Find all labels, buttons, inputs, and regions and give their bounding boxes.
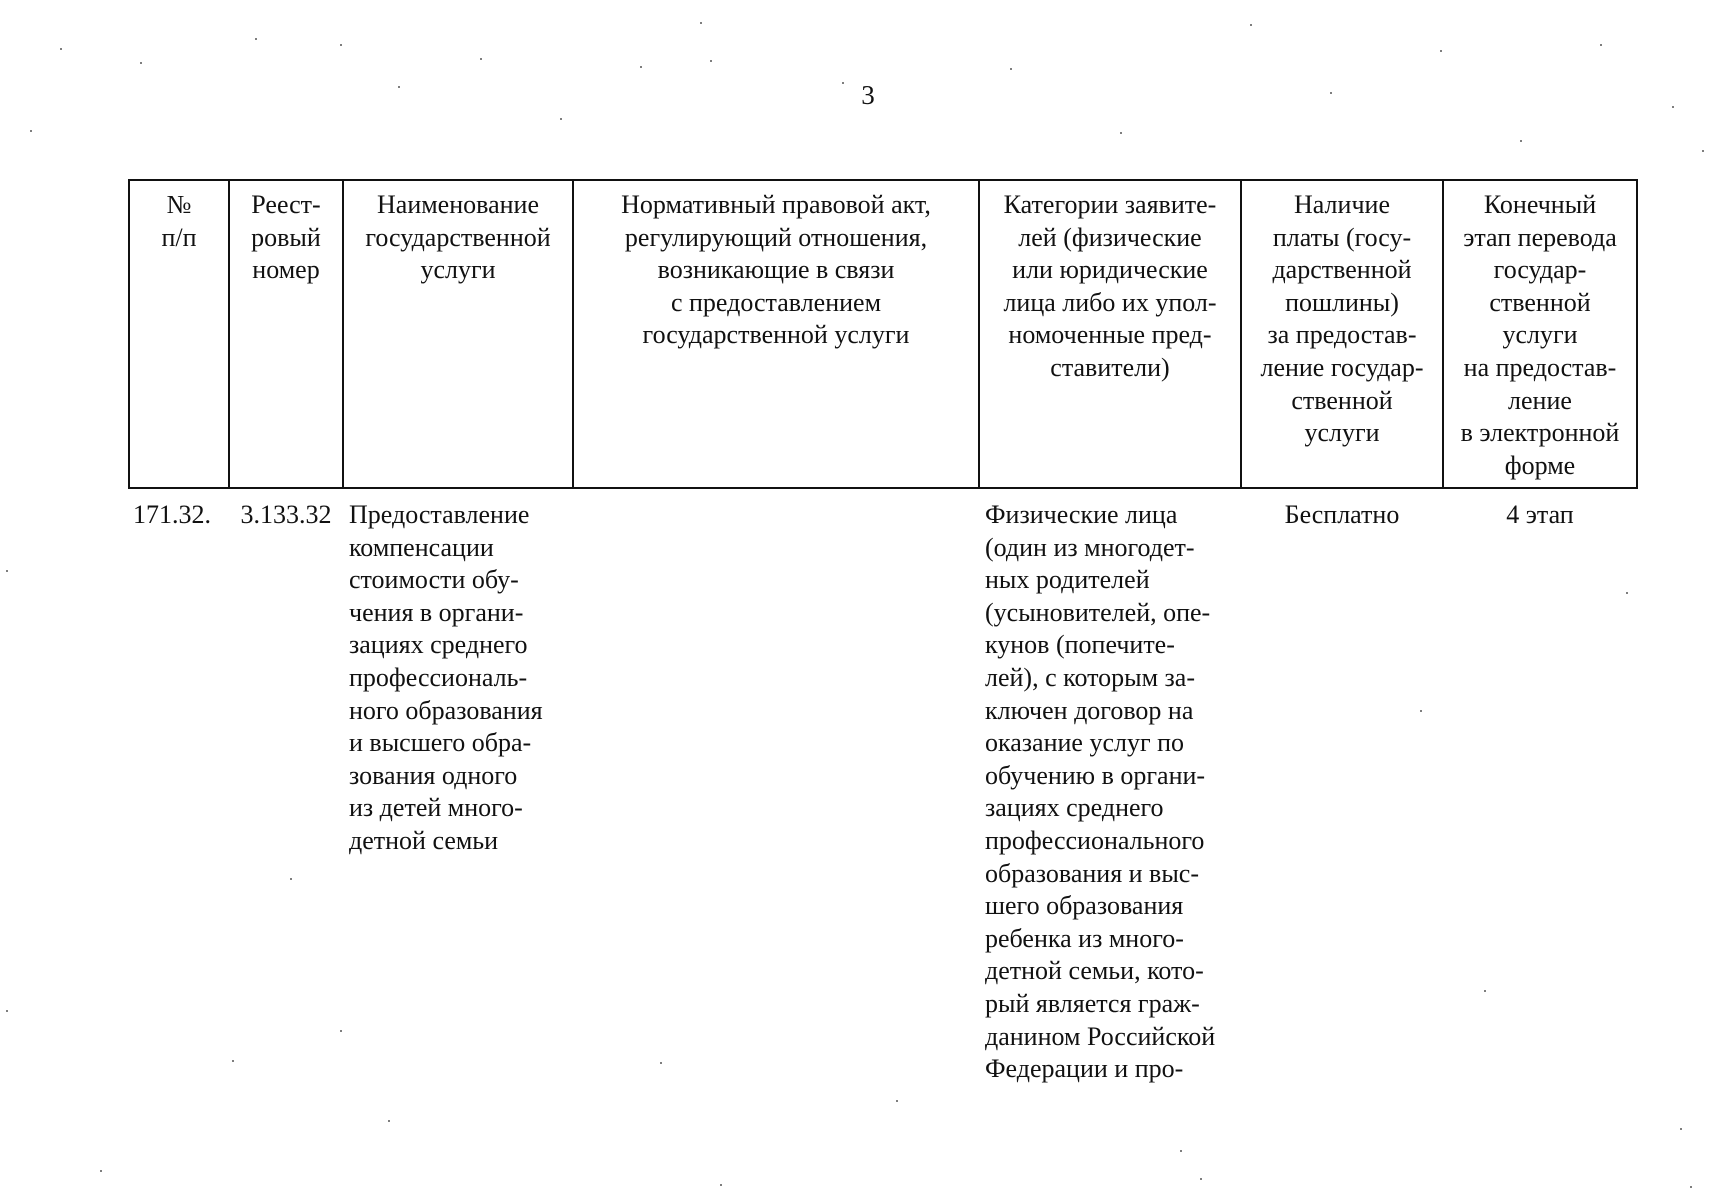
cell-legal-act: [573, 488, 979, 1086]
table-row: [129, 488, 1637, 1086]
page-number: 3: [861, 80, 875, 110]
cell-number: 171.32.: [133, 500, 211, 529]
header-applicant-categories: Категории заявите- лей (физические или юридические лица либо их упол- номоченные пред- ставители): [979, 180, 1241, 488]
cell-registry-number: 3.133.32: [240, 500, 332, 529]
header-service-name: Наименование государственной услуги: [343, 180, 573, 488]
header-fee: Наличие платы (госу- дарственной пошлины) за предостав- ление государ- ственной услуги: [1241, 180, 1443, 488]
header-number: № п/п: [129, 180, 229, 488]
cell-fee: Бесплатно: [1284, 500, 1400, 529]
services-table: [128, 179, 1638, 1086]
cell-final-stage: 4 этап: [1506, 500, 1574, 529]
cell-service-name: Предоставление компенсации стоимости обу- чения в органи- зациях среднего профессиональ- ного образования и высшего обра- зования одного из детей много- детной семьи: [349, 500, 543, 855]
header-registry-number: Реест- ровый номер: [229, 180, 343, 488]
header-legal-act: Нормативный правовой акт, регулирующий отношения, возникающие в связи с предоставлением государственной услуги: [573, 180, 979, 488]
table-header-row: [129, 180, 1637, 488]
cell-applicant-categories: Физические лица (один из многодет- ных родителей (усыновителей, опе- кунов (попечите- лей), с которым за- ключен договор на оказание услуг по обучению в органи- зациях среднего профессионального образования и выс- шего образования ребенка из много- детной семьи, кото- рый является граж- данином Российской Федерации и про-: [985, 500, 1216, 1084]
header-final-stage: Конечный этап перевода государ- ственной услуги на предостав- ление в электронной форме: [1443, 180, 1637, 488]
